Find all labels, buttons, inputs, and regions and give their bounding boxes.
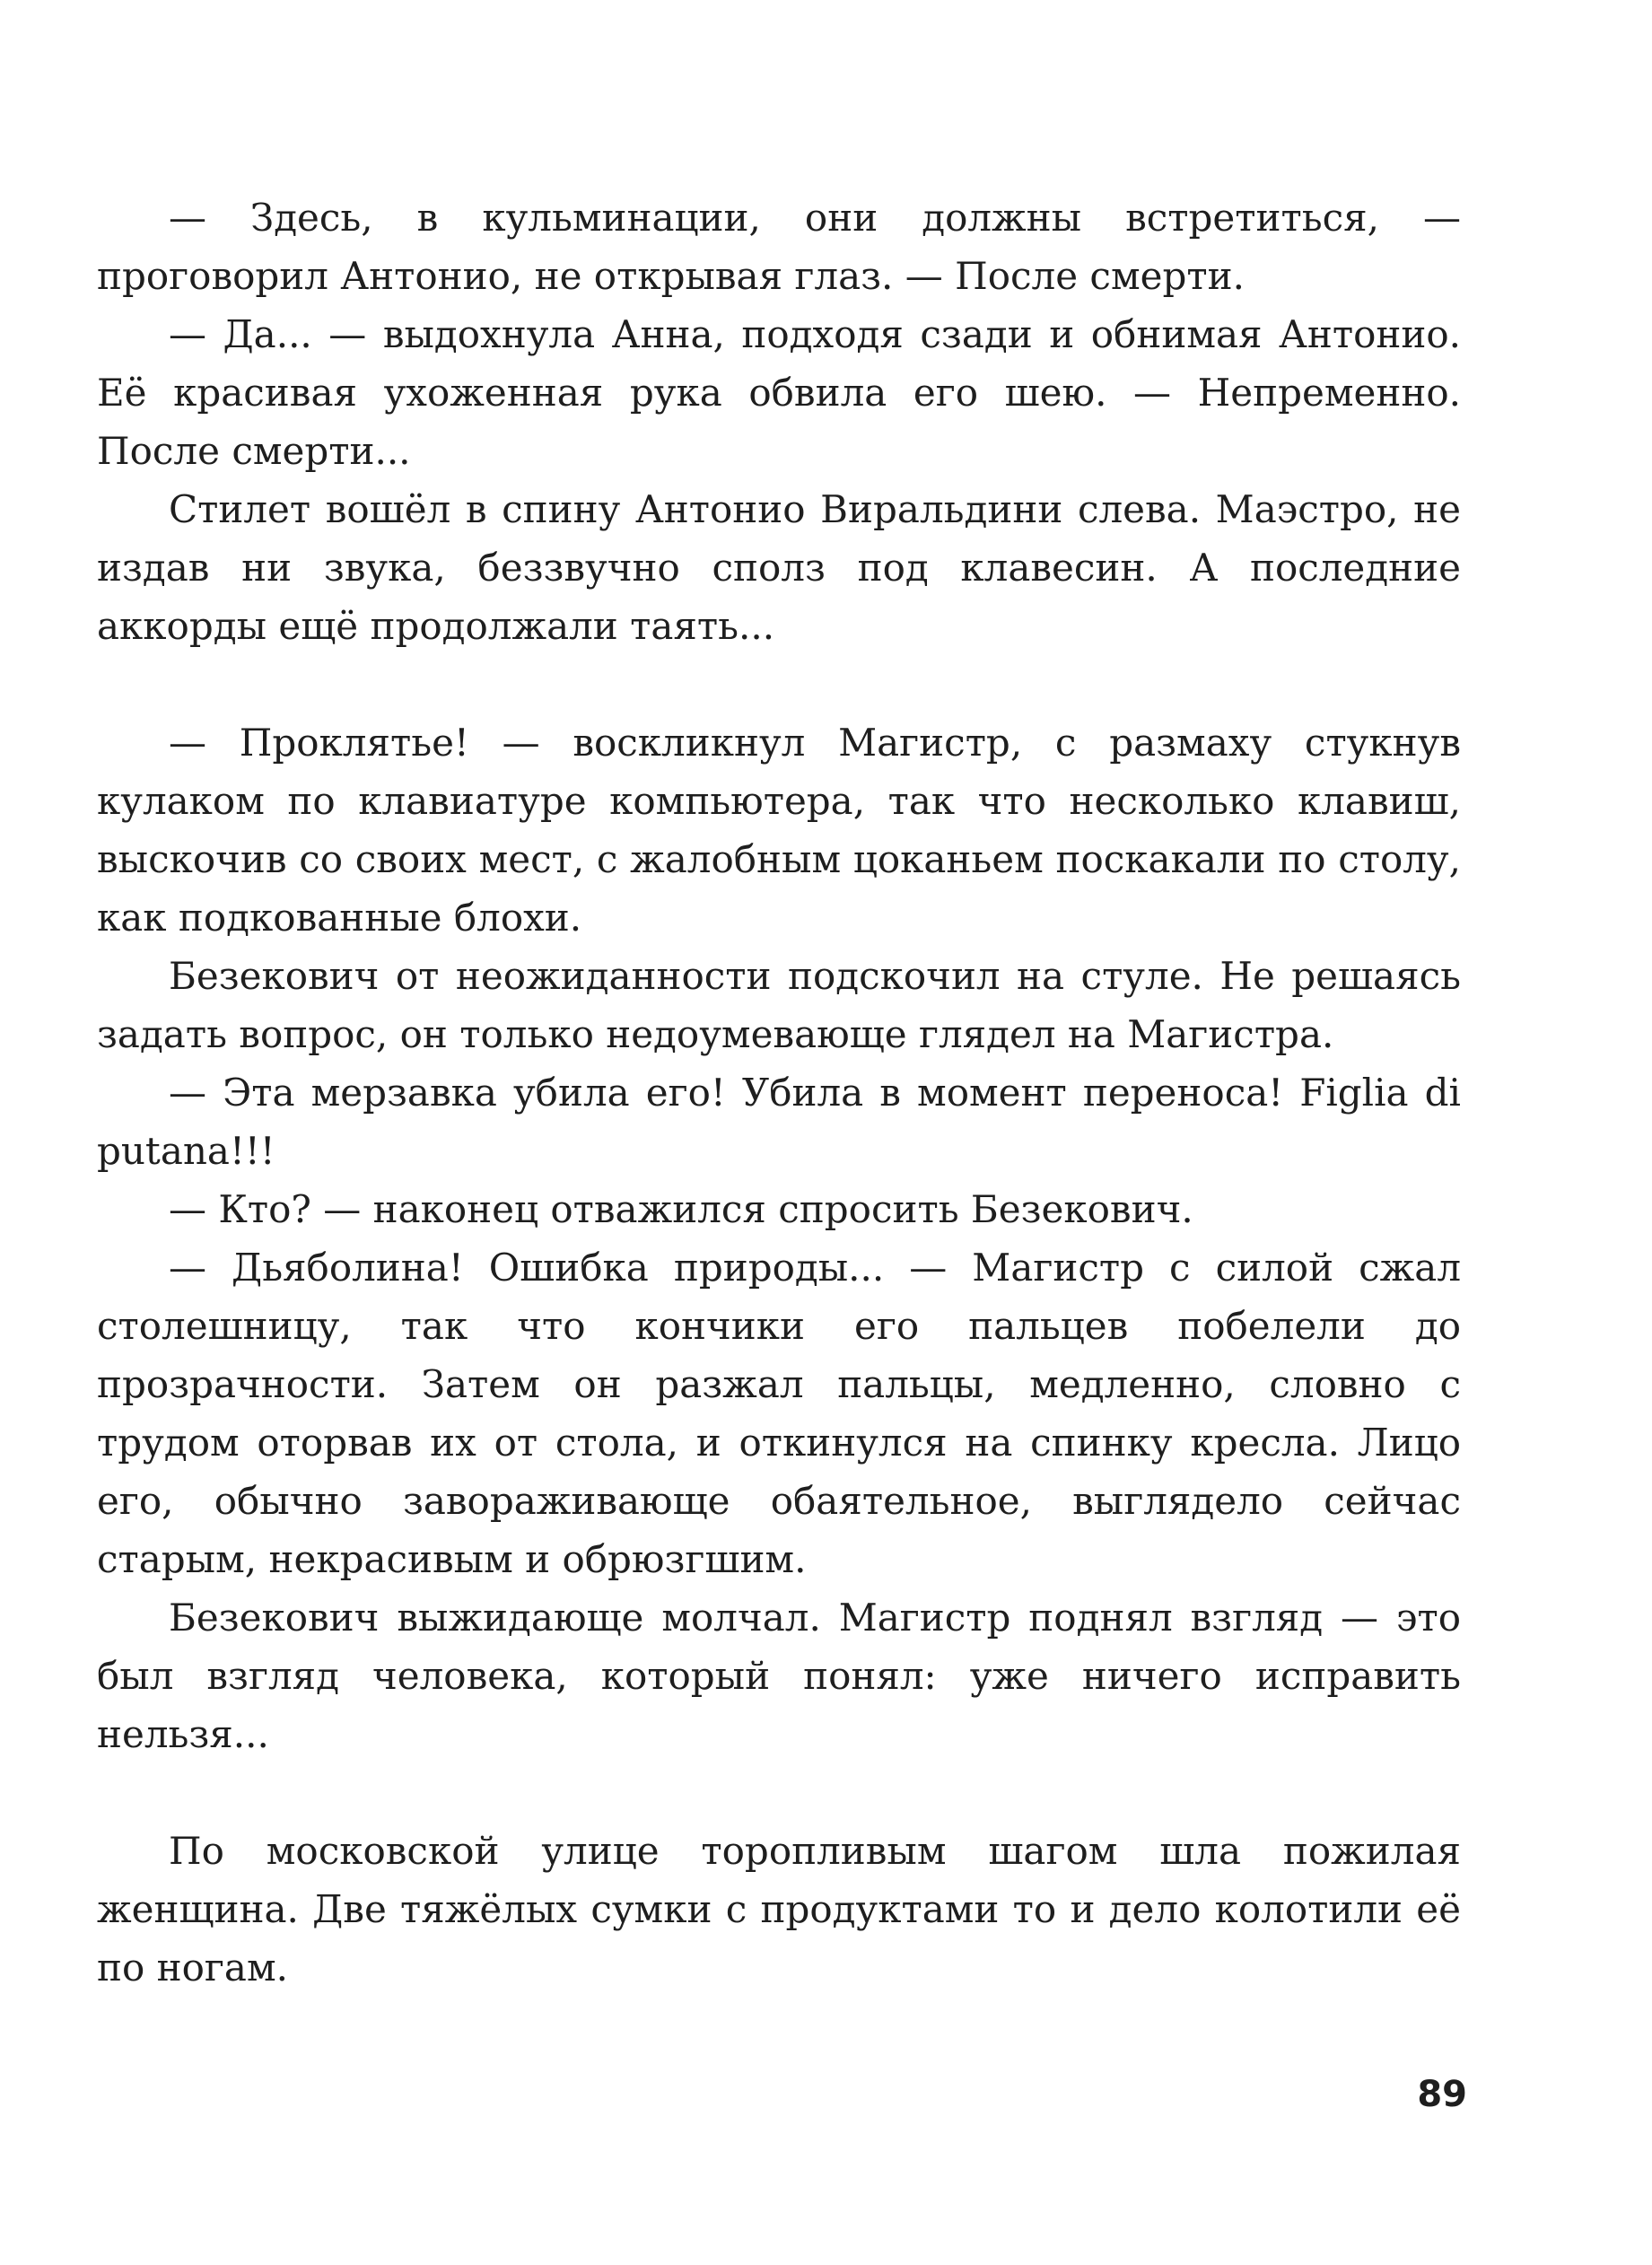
- paragraph: — Проклятье! — воскликнул Магистр, с размаху стукнув кулаком по клавиатуре компьютера, так что несколько клавиш, выскочив со своих мест, с жалобным цоканьем поскакали по столу, как подкованные блохи.: [97, 721, 1461, 940]
- paragraph: — Здесь, в кульминации, они должны встретиться, — проговорил Антонио, не открывая глаз. — После смерти.: [97, 196, 1461, 298]
- paragraph: — Эта мерзавка убила его! Убила в момент переноса! Figlia di putana!!!: [97, 1071, 1461, 1173]
- paragraph: По московской улице торопливым шагом шла пожилая женщина. Две тяжёлых сумки с продуктами то и дело колотили её по ногам.: [97, 1829, 1461, 1990]
- paragraph: — Да... — выдохнула Анна, подходя сзади и обнимая Антонио. Её красивая ухоженная рука обвила его шею. — Непременно. После смерти...: [97, 312, 1461, 473]
- paragraph: Стилет вошёл в спину Антонио Виральдини слева. Маэстро, не издав ни звука, беззвучно сполз под клавесин. А последние аккорды ещё продолжали таять...: [97, 487, 1461, 648]
- paragraph: Безекович выжидающе молчал. Магистр поднял взгляд — это был взгляд человека, который понял: уже ничего исправить нельзя...: [97, 1596, 1461, 1756]
- body-text: [97, 188, 1461, 1997]
- paragraph: — Дьяболина! Ошибка природы... — Магистр с силой сжал столешницу, так что кончики его пальцев побелели до прозрачности. Затем он разжал пальцы, медленно, словно с трудом оторвав их от стола, и откинулся на спинку кресла. Лицо его, обычно завораживающе обаятельное, выглядело сейчас старым, некрасивым и обрюзгшим.: [97, 1246, 1461, 1581]
- page-number: 89: [1417, 2074, 1467, 2115]
- paragraph: — Кто? — наконец отважился спросить Безекович.: [169, 1187, 1193, 1231]
- paragraph: Безекович от неожиданности подскочил на стуле. Не решаясь задать вопрос, он только недоумевающе глядел на Магистра.: [97, 954, 1461, 1056]
